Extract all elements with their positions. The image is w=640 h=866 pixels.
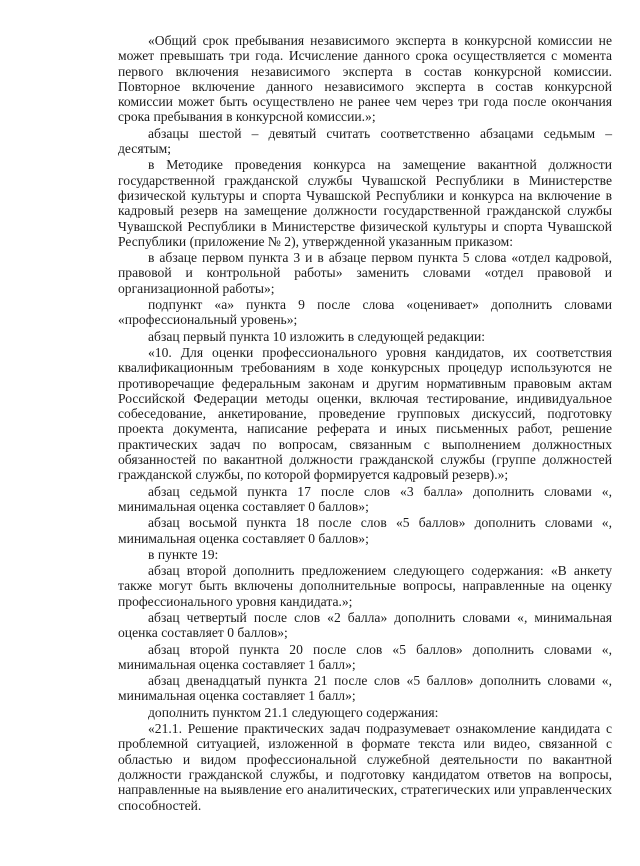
paragraph-point-21-1-intro: дополнить пунктом 21.1 следующего содержания:: [148, 704, 439, 720]
paragraph-point-19-intro: в пункте 19:: [148, 546, 219, 562]
paragraph-point-10-text: «10. Для оценки профессионального уровня кандидатов, их соответствия квалификационным требованиям в ходе конкурсных процедур используются не противоречащие федеральным законам и другим нормативным правовым актам Российской Федерации методы оценки, включая тестирование, индивидуальное собеседование, анкетирование, проведение групповых дискуссий, подготовку проекта документа, написание реферата и иных письменных работ, решение практических задач по вопросам, связанным с выполнением должностных обязанностей по вакантной должности гражданской службы (группе должностей гражданской службы, по которой формируется кадровый резерв).»;: [118, 344, 612, 483]
paragraph-methodology: в Методике проведения конкурса на замещение вакантной должности государственной гражданской службы Чувашской Республики в Министерстве физической культуры и спорта Чувашской Республики и конкурса на включение в кадровый резерв на замещение должности государственной гражданской службы Чувашской Республики в Министерстве физической культуры и спорта Чувашской Республики (приложение № 2), утвержденной указанным приказом:: [118, 157, 612, 249]
paragraph-point-21: абзац двенадцатый пункта 21 после слов «5 баллов» дополнить словами «, минимальная оценка составляет 1 балл»;: [118, 673, 612, 704]
paragraph-expert-term: «Общий срок пребывания независимого эксперта в конкурсной комиссии не может превышать три года. Исчисление данного срока осуществляется с момента первого включения независимого эксперта в состав конкурсной комиссии. Повторное включение данного независимого эксперта в состав конкурсной комиссии может быть осуществлено не ранее чем через три года после окончания срока пребывания в конкурсной комиссии.»;: [118, 33, 612, 125]
paragraph-point-9: подпункт «а» пункта 9 после слова «оценивает» дополнить словами «профессиональный уровень»;: [118, 297, 612, 328]
paragraph-renumber: абзацы шестой – девятый считать соответственно абзацами седьмым – десятым;: [118, 125, 612, 157]
paragraph-point-10-intro: абзац первый пункта 10 изложить в следующей редакции:: [148, 328, 486, 344]
paragraph-point-19-second: абзац второй дополнить предложением следующего содержания: «В анкету также могут быть включены дополнительные вопросы, направленные на оценку профессионального уровня кандидата.»;: [118, 563, 612, 609]
paragraph-point-21-1-text: «21.1. Решение практических задач подразумевает ознакомление кандидата с проблемной ситуацией, изложенной в формате текста или видео, связанной с областью и видом профессиональной служебной деятельности по вакантной должности гражданской службы, и подготовку кандидатом ответов на вопросы, направленные на выявление его аналитических, стратегических или управленческих способностей.: [118, 721, 612, 813]
paragraph-point-3-5: в абзаце первом пункта 3 и в абзаце первом пункта 5 слова «отдел кадровой, правовой и контрольной работы» заменить словами «отдел правовой и организационной работы»;: [118, 250, 612, 296]
paragraph-point-18: абзац восьмой пункта 18 после слов «5 баллов» дополнить словами «, минимальная оценка составляет 0 баллов»;: [118, 515, 612, 546]
paragraph-point-17: абзац седьмой пункта 17 после слов «3 балла» дополнить словами «, минимальная оценка составляет 0 баллов»;: [118, 483, 612, 514]
paragraph-point-20: абзац второй пункта 20 после слов «5 баллов» дополнить словами «, минимальная оценка составляет 1 балл»;: [118, 641, 612, 672]
paragraph-point-19-fourth: абзац четвертый после слов «2 балла» дополнить словами «, минимальная оценка составляет 0 баллов»;: [118, 609, 612, 641]
